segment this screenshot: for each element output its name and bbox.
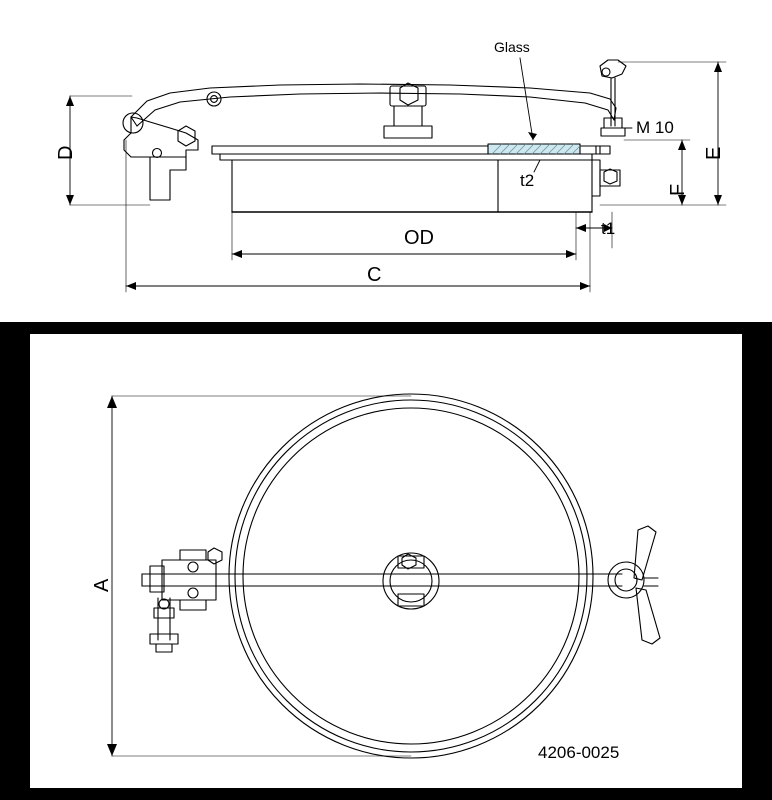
dim-d-arrow-top — [66, 96, 74, 106]
dim-a-arrow-bottom — [107, 744, 117, 756]
hinge-small-hole — [153, 149, 162, 158]
hinge-lug-top — [180, 550, 206, 560]
swing-bolt-lug — [596, 146, 610, 154]
label-t2: t2 — [520, 171, 535, 190]
dim-e-arrow-top — [714, 62, 722, 72]
label-f: F — [667, 183, 689, 196]
swing-bolt-hex — [604, 169, 617, 184]
right-handle-lower — [636, 588, 660, 644]
plan-view-panel — [0, 322, 772, 800]
drawing-code: 4206-0025 — [538, 743, 620, 762]
right-hub-outer — [608, 562, 644, 598]
dim-od-arrow-right — [566, 250, 576, 258]
dim-d-arrow-bottom — [66, 195, 74, 205]
center-neck — [394, 106, 422, 126]
center-flange — [384, 126, 432, 138]
glass-leader-arrow — [528, 132, 537, 140]
dim-c-arrow-right — [580, 282, 590, 290]
hinge-bolt-a — [188, 562, 198, 572]
swing-bolt-plan-tip — [156, 644, 172, 652]
lever-arm-top-edge — [131, 84, 616, 117]
dim-od-arrow-left — [232, 250, 242, 258]
swing-bolt-mount — [592, 160, 600, 196]
label-od: OD — [404, 227, 434, 249]
right-handle-upper — [634, 526, 656, 580]
center-boss-outer — [383, 553, 439, 609]
label-glass: Glass — [494, 39, 530, 55]
glass-leader-line — [520, 58, 533, 140]
hinge-plate-plan — [162, 560, 216, 600]
dim-t2-leader — [534, 160, 540, 172]
dim-a-arrow-top — [107, 396, 117, 408]
swing-bolt-nut-upper — [604, 118, 622, 128]
center-boss-top — [390, 86, 426, 106]
label-a: A — [91, 578, 113, 592]
hinge-lug-bottom — [180, 600, 206, 610]
right-hub-inner — [615, 569, 637, 591]
label-c: C — [367, 264, 382, 286]
manway-body — [232, 160, 592, 212]
dim-t1-arrow-left — [576, 224, 586, 232]
cover-mid-circle — [235, 400, 587, 752]
plan-view-svg — [30, 334, 742, 788]
hinge-hex-nut — [178, 126, 195, 146]
label-d: D — [55, 145, 77, 160]
cover-plate-gasket — [220, 154, 592, 160]
dim-f-arrow-bottom — [678, 195, 686, 205]
lever-arm-bottom-edge — [137, 93, 614, 126]
dim-f-arrow-top — [678, 140, 686, 150]
dim-c-arrow-left — [126, 282, 136, 290]
dim-e-arrow-bottom — [714, 195, 722, 205]
swing-bolt-washer — [601, 128, 625, 136]
swing-bolt-handle-hole — [602, 68, 610, 76]
label-t1: t1 — [601, 219, 616, 238]
label-m10: M 10 — [636, 118, 674, 137]
label-e: E — [703, 146, 725, 160]
center-boss-inner — [390, 560, 432, 602]
hinge-bolt-b — [188, 588, 198, 598]
cover-inner-circle — [243, 408, 579, 744]
hinge-hex-plan — [208, 548, 222, 564]
hinge-bracket — [124, 117, 198, 200]
side-view-svg — [0, 0, 772, 322]
cover-outer-circle — [229, 394, 593, 758]
plan-view-inner — [30, 334, 742, 788]
swing-bolt-plan-foot — [150, 634, 178, 644]
side-elevation-view — [0, 0, 772, 322]
